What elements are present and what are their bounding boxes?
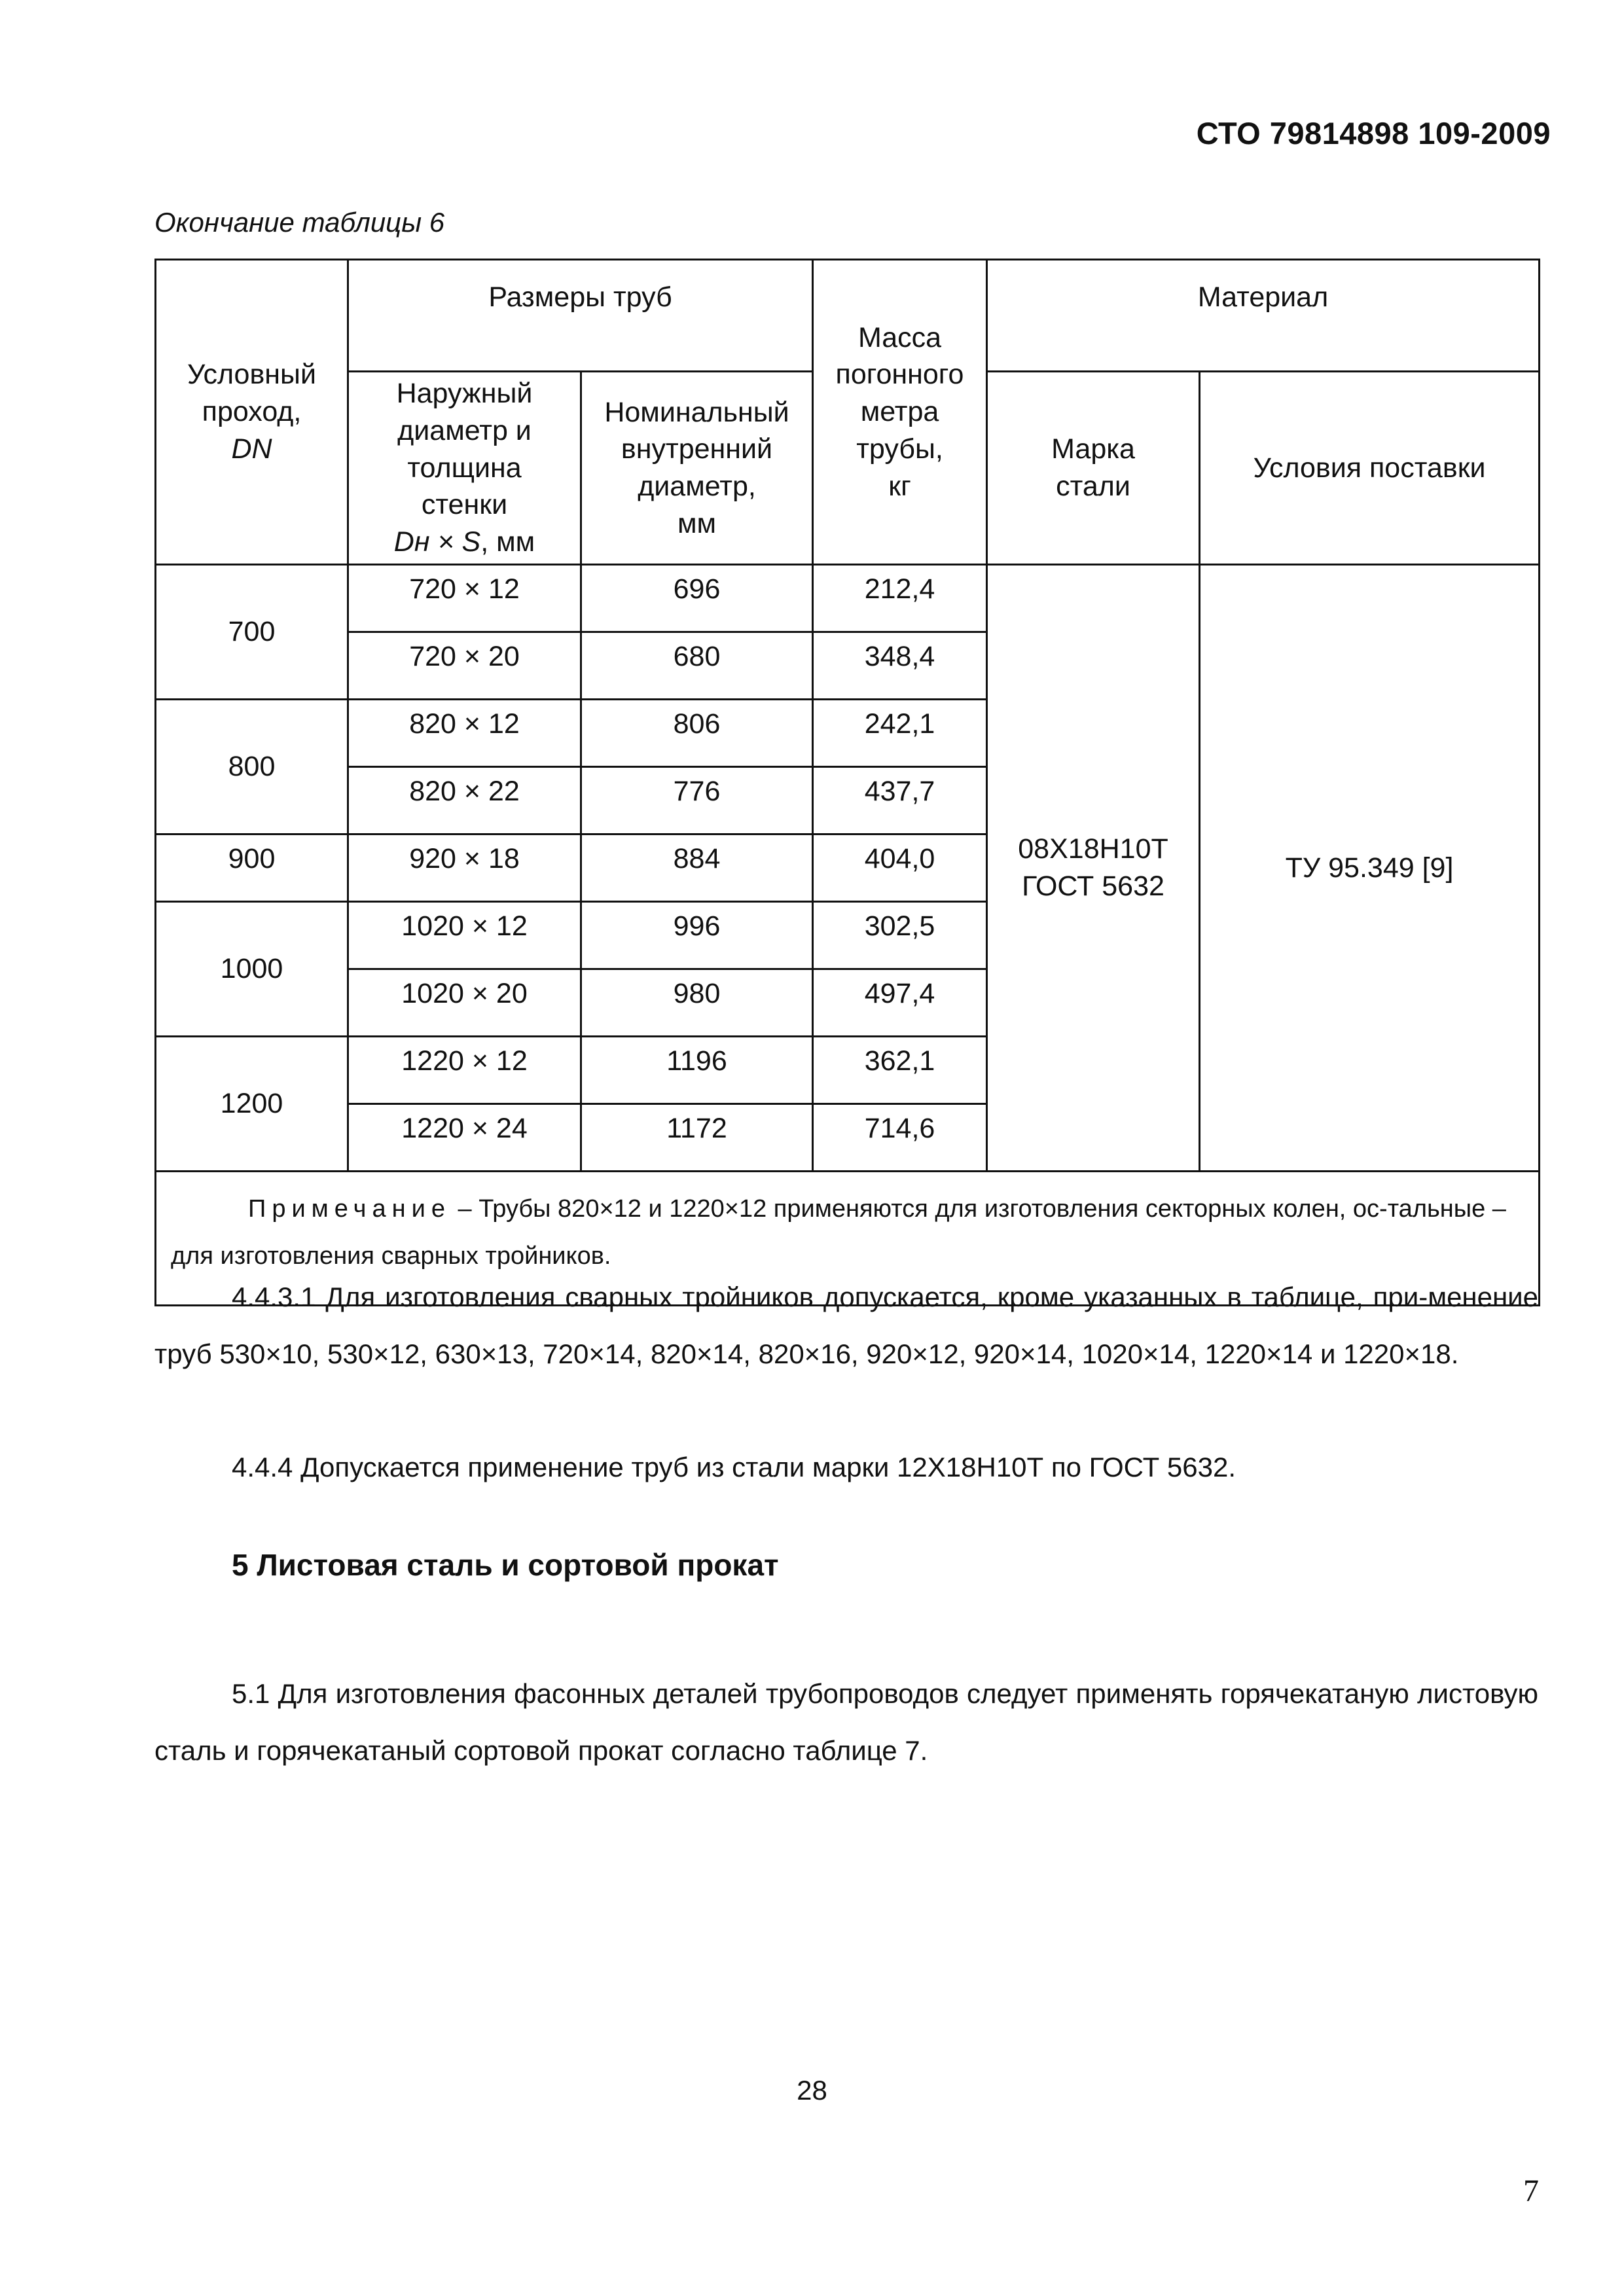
- size-cell: 720 × 12: [348, 565, 581, 632]
- header-dn: Условный проход, DN: [156, 260, 348, 565]
- size-cell: 1020 × 20: [348, 969, 581, 1037]
- mass-cell: 437,7: [813, 767, 987, 834]
- header-inner-diameter: Номинальный внутренний диаметр, мм: [581, 372, 813, 565]
- section-title: 5 Листовая сталь и сортовой прокат: [232, 1548, 779, 1582]
- inner-diameter-cell: 680: [581, 632, 813, 700]
- inner-diameter-cell: 996: [581, 902, 813, 969]
- inner-diameter-cell: 696: [581, 565, 813, 632]
- dn-cell: 1000: [156, 902, 348, 1037]
- inner-diameter-cell: 1196: [581, 1037, 813, 1104]
- paragraph-4-4-3-1: 4.4.3.1 Для изготовления сварных тройников допускается, кроме указанных в таблице, при-менение труб 530×10, 530×12, 630×13, 720×14, 820×14, 820×16, 920×12, 920×14, 1020×14, 1220×14 и 1220×18.: [154, 1282, 1538, 1369]
- paragraph-4-4-4: 4.4.4 Допускается применение труб из стали марки 12Х18Н10Т по ГОСТ 5632.: [232, 1452, 1236, 1482]
- page-number: 28: [797, 2075, 827, 2106]
- header-steel-grade: Марка стали: [987, 372, 1200, 565]
- mass-cell: 302,5: [813, 902, 987, 969]
- header-mass: Масса погонного метра трубы, кг: [813, 260, 987, 565]
- header-material-group: Материал: [987, 260, 1540, 372]
- inner-diameter-cell: 776: [581, 767, 813, 834]
- mass-cell: 404,0: [813, 834, 987, 902]
- inner-diameter-cell: 1172: [581, 1104, 813, 1172]
- mass-cell: 242,1: [813, 700, 987, 767]
- pipe-dimensions-table: [154, 259, 1540, 1306]
- note-text: – Трубы 820×12 и 1220×12 применяются для изготовления секторных колен, ос-тальные – для изготовления сварных тройников.: [171, 1195, 1506, 1270]
- document-code: СТО 79814898 109-2009: [1196, 116, 1551, 151]
- paragraph-5-1: 5.1 Для изготовления фасонных деталей трубопроводов следует применять горячекатаную листовую сталь и горячекатаный сортовой прокат согласно таблице 7.: [154, 1678, 1538, 1766]
- dn-cell: 800: [156, 700, 348, 834]
- inner-diameter-cell: 980: [581, 969, 813, 1037]
- scan-page-number: 7: [1523, 2174, 1539, 2208]
- mass-cell: 714,6: [813, 1104, 987, 1172]
- size-cell: 920 × 18: [348, 834, 581, 902]
- note-label: Примечание: [248, 1195, 451, 1223]
- dn-cell: 900: [156, 834, 348, 902]
- mass-cell: 212,4: [813, 565, 987, 632]
- size-cell: 820 × 22: [348, 767, 581, 834]
- size-cell: 820 × 12: [348, 700, 581, 767]
- header-supply-conditions: Условия поставки: [1200, 372, 1540, 565]
- supply-conditions-cell: ТУ 95.349 [9]: [1200, 565, 1540, 1172]
- table-row: [156, 565, 1540, 632]
- table-caption: Окончание таблицы 6: [154, 207, 445, 238]
- dn-cell: 700: [156, 565, 348, 700]
- size-cell: 1220 × 24: [348, 1104, 581, 1172]
- inner-diameter-cell: 884: [581, 834, 813, 902]
- size-cell: 720 × 20: [348, 632, 581, 700]
- size-cell: 1220 × 12: [348, 1037, 581, 1104]
- dn-cell: 1200: [156, 1037, 348, 1172]
- mass-cell: 362,1: [813, 1037, 987, 1104]
- header-outer-diameter: Наружный диаметр и толщина стенки Dн × S, мм: [348, 372, 581, 565]
- header-sizes-group: Размеры труб: [348, 260, 813, 372]
- mass-cell: 348,4: [813, 632, 987, 700]
- inner-diameter-cell: 806: [581, 700, 813, 767]
- size-cell: 1020 × 12: [348, 902, 581, 969]
- steel-grade-cell: 08Х18Н10Т ГОСТ 5632: [987, 565, 1200, 1172]
- table-header-row: [156, 260, 1540, 372]
- mass-cell: 497,4: [813, 969, 987, 1037]
